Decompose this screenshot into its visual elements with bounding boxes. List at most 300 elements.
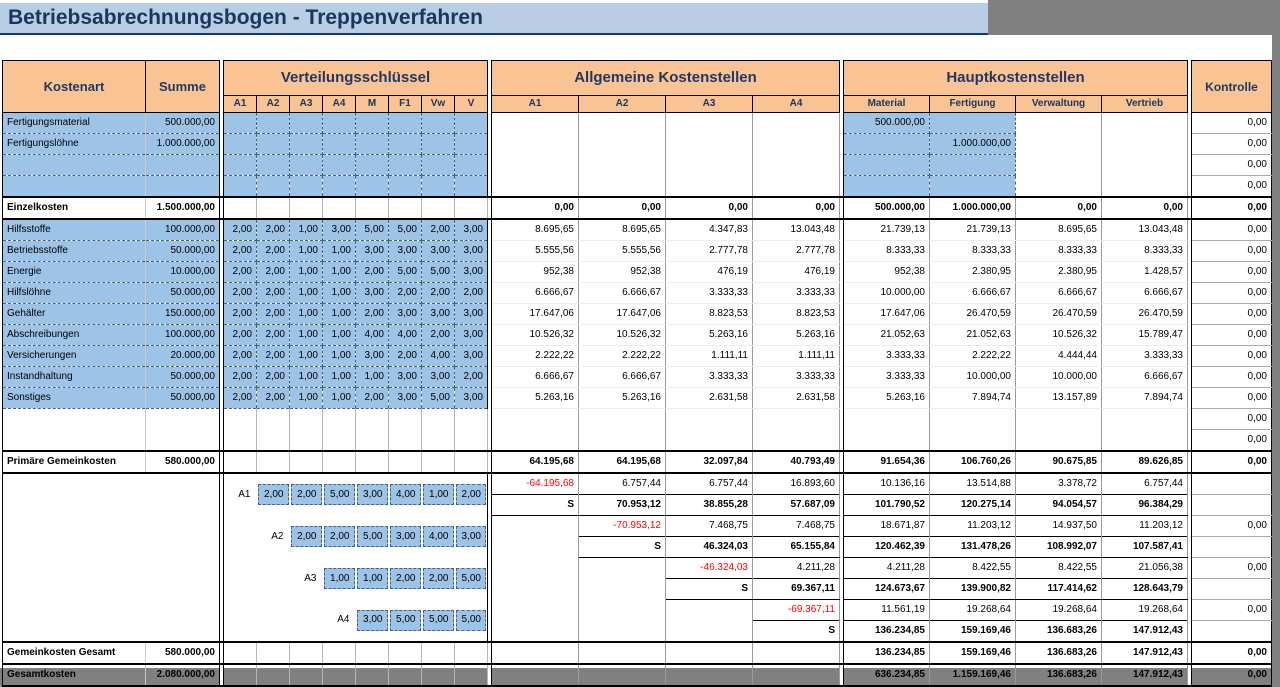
key-cell[interactable]: 5,00 (356, 219, 389, 241)
haupt-value-cell[interactable]: 107.587,41 (1102, 537, 1188, 558)
allg-value-cell[interactable]: S (579, 537, 666, 558)
kontrolle-cell[interactable]: 0,00 (1192, 451, 1272, 473)
allg-value-cell[interactable] (492, 664, 579, 686)
haupt-value-cell[interactable]: 8.422,55 (1016, 558, 1102, 579)
kontrolle-cell[interactable]: 0,00 (1192, 388, 1272, 409)
key-cell[interactable] (290, 451, 323, 473)
allg-value-cell[interactable] (753, 664, 840, 686)
allg-value-cell[interactable] (492, 409, 579, 430)
allg-value-cell[interactable]: 952,38 (492, 262, 579, 283)
allg-value-cell[interactable]: 17.647,06 (492, 304, 579, 325)
key-cell[interactable] (290, 600, 323, 643)
kontrolle-cell[interactable]: 0,00 (1192, 262, 1272, 283)
row-label-cell[interactable] (3, 409, 146, 430)
kontrolle-cell[interactable] (1192, 537, 1272, 558)
key-cell[interactable] (356, 451, 389, 473)
key-cell[interactable]: 1,00 (290, 388, 323, 409)
key-cell[interactable] (323, 197, 356, 219)
allg-value-cell[interactable] (579, 430, 666, 452)
summe-cell[interactable]: 100.000,00 (146, 219, 220, 241)
allg-value-cell[interactable] (753, 409, 840, 430)
haupt-value-cell[interactable]: 108.992,07 (1016, 537, 1102, 558)
allg-value-cell[interactable] (579, 176, 666, 198)
allg-value-cell[interactable]: 0,00 (666, 197, 753, 219)
haupt-value-cell[interactable]: 7.894,74 (930, 388, 1016, 409)
allg-value-cell[interactable] (666, 664, 753, 686)
haupt-value-cell[interactable]: 10.000,00 (844, 283, 930, 304)
kontrolle-cell[interactable]: 0,00 (1192, 600, 1272, 621)
allg-value-cell[interactable] (753, 176, 840, 198)
key-cell[interactable]: 3,00 (389, 241, 422, 262)
allg-value-cell[interactable] (492, 600, 579, 621)
key-cell[interactable]: 4,00 (356, 325, 389, 346)
key-cell[interactable]: 1,00 (323, 367, 356, 388)
key-cell[interactable] (323, 113, 356, 134)
key-cell[interactable] (455, 473, 488, 516)
allg-value-cell[interactable] (666, 155, 753, 176)
haupt-value-cell[interactable]: 10.000,00 (1016, 367, 1102, 388)
row-label-cell[interactable] (3, 558, 146, 579)
allg-value-cell[interactable]: 4.211,28 (753, 558, 840, 579)
summe-cell[interactable]: 580.000,00 (146, 451, 220, 473)
row-label-cell[interactable]: Einzelkosten (3, 197, 146, 219)
allg-value-cell[interactable] (579, 664, 666, 686)
allg-value-cell[interactable]: 6.757,44 (579, 473, 666, 495)
allg-value-cell[interactable]: 2.777,78 (753, 241, 840, 262)
haupt-value-cell[interactable]: 18.671,87 (844, 516, 930, 537)
allg-value-cell[interactable]: S (492, 495, 579, 516)
key-cell[interactable]: 3,00 (389, 304, 422, 325)
haupt-value-cell[interactable]: 13.043,48 (1102, 219, 1188, 241)
key-cell[interactable] (224, 113, 257, 134)
summe-cell[interactable] (146, 537, 220, 558)
haupt-value-cell[interactable]: 139.900,82 (930, 579, 1016, 600)
allg-value-cell[interactable]: 3.333,33 (753, 283, 840, 304)
kontrolle-cell[interactable]: 0,00 (1192, 176, 1272, 198)
allg-value-cell[interactable]: 2.222,22 (579, 346, 666, 367)
key-cell[interactable]: 2,00 (455, 283, 488, 304)
haupt-value-cell[interactable]: 3.333,33 (1102, 346, 1188, 367)
step-label-cell[interactable]: A2 (271, 530, 284, 542)
key-cell[interactable]: 2,00 (257, 325, 290, 346)
haupt-value-cell[interactable] (844, 155, 930, 176)
allg-value-cell[interactable]: 6.666,67 (492, 367, 579, 388)
key-cell[interactable]: 1,00 (290, 262, 323, 283)
haupt-value-cell[interactable]: 21.056,38 (1102, 558, 1188, 579)
haupt-value-cell[interactable]: 11.203,12 (1102, 516, 1188, 537)
key-cell[interactable] (257, 642, 290, 664)
key-cell[interactable] (356, 197, 389, 219)
key-cell[interactable]: 4,00 (422, 346, 455, 367)
allg-value-cell[interactable]: 40.793,49 (753, 451, 840, 473)
allg-value-cell[interactable]: 1.111,11 (666, 346, 753, 367)
haupt-value-cell[interactable] (1016, 176, 1102, 198)
key-cell[interactable] (389, 558, 422, 600)
key-cell[interactable] (224, 155, 257, 176)
key-cell[interactable]: 2,00 (224, 219, 257, 241)
key-cell[interactable] (290, 176, 323, 198)
kontrolle-cell[interactable]: 0,00 (1192, 197, 1272, 219)
allg-value-cell[interactable]: 7.468,75 (666, 516, 753, 537)
haupt-value-cell[interactable]: 8.695,65 (1016, 219, 1102, 241)
haupt-value-cell[interactable] (1102, 134, 1188, 155)
kontrolle-cell[interactable]: 0,00 (1192, 155, 1272, 176)
allg-value-cell[interactable] (492, 430, 579, 452)
haupt-value-cell[interactable]: 101.790,52 (844, 495, 930, 516)
allg-value-cell[interactable]: -46.324,03 (666, 558, 753, 579)
key-cell[interactable] (389, 134, 422, 155)
key-cell[interactable] (323, 664, 356, 686)
key-cell[interactable] (224, 664, 257, 686)
allg-value-cell[interactable]: 64.195,68 (492, 451, 579, 473)
key-cell[interactable] (257, 113, 290, 134)
summe-cell[interactable] (146, 516, 220, 537)
key-cell[interactable] (422, 642, 455, 664)
allg-value-cell[interactable]: 8.823,53 (753, 304, 840, 325)
key-cell[interactable] (356, 430, 389, 452)
haupt-value-cell[interactable]: 11.561,19 (844, 600, 930, 621)
haupt-value-cell[interactable]: 159.169,46 (930, 621, 1016, 643)
kontrolle-cell[interactable] (1192, 495, 1272, 516)
haupt-value-cell[interactable] (1102, 430, 1188, 452)
key-cell[interactable]: 2,00 (257, 304, 290, 325)
key-cell[interactable] (422, 664, 455, 686)
haupt-value-cell[interactable]: 1.159.169,46 (930, 664, 1016, 686)
allg-value-cell[interactable] (666, 600, 753, 621)
haupt-value-cell[interactable]: 6.666,67 (1102, 367, 1188, 388)
key-cell[interactable] (290, 197, 323, 219)
haupt-value-cell[interactable] (930, 430, 1016, 452)
allg-value-cell[interactable] (753, 642, 840, 664)
allg-value-cell[interactable] (492, 134, 579, 155)
key-cell[interactable]: 2,00 (257, 283, 290, 304)
allg-value-cell[interactable] (492, 579, 579, 600)
summe-cell[interactable] (146, 558, 220, 579)
haupt-value-cell[interactable]: 147.912,43 (1102, 642, 1188, 664)
haupt-value-cell[interactable]: 117.414,62 (1016, 579, 1102, 600)
key-cell[interactable] (389, 176, 422, 198)
allg-value-cell[interactable]: 17.647,06 (579, 304, 666, 325)
haupt-value-cell[interactable]: 6.757,44 (1102, 473, 1188, 495)
allg-value-cell[interactable] (666, 409, 753, 430)
key-cell[interactable] (422, 473, 455, 516)
key-cell[interactable] (224, 197, 257, 219)
key-cell[interactable] (422, 176, 455, 198)
key-cell[interactable] (290, 473, 323, 516)
key-cell[interactable] (422, 516, 455, 558)
key-cell[interactable]: 4,00 (389, 325, 422, 346)
allg-value-cell[interactable]: 6.666,67 (579, 367, 666, 388)
key-cell[interactable] (356, 600, 389, 643)
allg-value-cell[interactable]: 6.666,67 (492, 283, 579, 304)
allg-value-cell[interactable]: 5.263,16 (579, 388, 666, 409)
kontrolle-cell[interactable]: 0,00 (1192, 283, 1272, 304)
haupt-value-cell[interactable]: 4.444,44 (1016, 346, 1102, 367)
summe-cell[interactable]: 500.000,00 (146, 113, 220, 134)
row-label-cell[interactable]: Hilfslöhne (3, 283, 146, 304)
key-cell[interactable] (389, 409, 422, 430)
allg-value-cell[interactable]: 5.555,56 (579, 241, 666, 262)
allg-value-cell[interactable]: 5.263,16 (666, 325, 753, 346)
key-cell[interactable]: 3,00 (422, 241, 455, 262)
key-cell[interactable]: 1,00 (323, 283, 356, 304)
allg-value-cell[interactable] (666, 113, 753, 134)
key-cell[interactable]: 1,00 (323, 241, 356, 262)
summe-cell[interactable]: 20.000,00 (146, 346, 220, 367)
haupt-value-cell[interactable] (1016, 134, 1102, 155)
key-cell[interactable]: 2,00 (257, 262, 290, 283)
key-cell[interactable] (455, 664, 488, 686)
allg-value-cell[interactable]: 7.468,75 (753, 516, 840, 537)
key-cell[interactable] (224, 642, 257, 664)
key-cell[interactable]: 2,00 (257, 219, 290, 241)
allg-value-cell[interactable]: 476,19 (666, 262, 753, 283)
kontrolle-cell[interactable]: 0,00 (1192, 219, 1272, 241)
kontrolle-cell[interactable]: 0,00 (1192, 558, 1272, 579)
haupt-value-cell[interactable]: 128.643,79 (1102, 579, 1188, 600)
allg-value-cell[interactable]: 8.823,53 (666, 304, 753, 325)
allg-value-cell[interactable]: 6.666,67 (579, 283, 666, 304)
kontrolle-cell[interactable] (1192, 579, 1272, 600)
allg-value-cell[interactable]: 57.687,09 (753, 495, 840, 516)
key-cell[interactable] (422, 155, 455, 176)
key-cell[interactable]: 5,00 (389, 219, 422, 241)
allg-value-cell[interactable]: 2.777,78 (666, 241, 753, 262)
haupt-value-cell[interactable]: 1.428,57 (1102, 262, 1188, 283)
haupt-value-cell[interactable]: 7.894,74 (1102, 388, 1188, 409)
key-cell[interactable] (389, 642, 422, 664)
kontrolle-cell[interactable]: 0,00 (1192, 346, 1272, 367)
haupt-value-cell[interactable]: 15.789,47 (1102, 325, 1188, 346)
allg-value-cell[interactable] (666, 134, 753, 155)
allg-value-cell[interactable] (666, 430, 753, 452)
haupt-value-cell[interactable]: 19.268,64 (930, 600, 1016, 621)
key-cell[interactable]: 3,00 (422, 304, 455, 325)
allg-value-cell[interactable]: 0,00 (579, 197, 666, 219)
key-cell[interactable]: 3,00 (356, 241, 389, 262)
haupt-value-cell[interactable]: 89.626,85 (1102, 451, 1188, 473)
haupt-value-cell[interactable] (1102, 176, 1188, 198)
haupt-value-cell[interactable]: 136.234,85 (844, 621, 930, 643)
haupt-value-cell[interactable]: 2.380,95 (930, 262, 1016, 283)
key-cell[interactable] (257, 664, 290, 686)
haupt-value-cell[interactable]: 0,00 (1102, 197, 1188, 219)
allg-value-cell[interactable]: 3.333,33 (666, 367, 753, 388)
allg-value-cell[interactable] (492, 642, 579, 664)
key-cell[interactable] (356, 642, 389, 664)
key-cell[interactable] (455, 134, 488, 155)
allg-value-cell[interactable] (579, 134, 666, 155)
key-cell[interactable] (455, 155, 488, 176)
summe-cell[interactable] (146, 600, 220, 621)
key-cell[interactable] (455, 176, 488, 198)
row-label-cell[interactable] (3, 430, 146, 452)
haupt-value-cell[interactable]: 21.739,13 (844, 219, 930, 241)
haupt-value-cell[interactable]: 136.234,85 (844, 642, 930, 664)
key-cell[interactable] (224, 176, 257, 198)
row-label-cell[interactable] (3, 495, 146, 516)
haupt-value-cell[interactable] (1016, 409, 1102, 430)
row-label-cell[interactable]: Hilfsstoffe (3, 219, 146, 241)
haupt-value-cell[interactable]: 147.912,43 (1102, 621, 1188, 643)
key-cell[interactable]: 2,00 (224, 346, 257, 367)
key-cell[interactable] (323, 176, 356, 198)
key-cell[interactable]: 3,00 (455, 262, 488, 283)
haupt-value-cell[interactable] (1016, 155, 1102, 176)
haupt-value-cell[interactable]: 6.666,67 (930, 283, 1016, 304)
haupt-value-cell[interactable]: 147.912,43 (1102, 664, 1188, 686)
allg-value-cell[interactable] (666, 642, 753, 664)
haupt-value-cell[interactable] (930, 113, 1016, 134)
allg-value-cell[interactable]: 70.953,12 (579, 495, 666, 516)
key-cell[interactable] (455, 409, 488, 430)
key-cell[interactable] (356, 558, 389, 600)
key-cell[interactable]: 2,00 (224, 325, 257, 346)
key-cell[interactable]: 2,00 (224, 241, 257, 262)
summe-cell[interactable] (146, 176, 220, 198)
summe-cell[interactable] (146, 430, 220, 452)
key-cell[interactable] (257, 600, 290, 643)
haupt-value-cell[interactable]: 26.470,59 (930, 304, 1016, 325)
allg-value-cell[interactable]: 5.263,16 (753, 325, 840, 346)
key-cell[interactable] (389, 600, 422, 643)
key-cell[interactable] (290, 155, 323, 176)
key-cell[interactable] (224, 516, 257, 558)
haupt-value-cell[interactable]: 8.333,33 (930, 241, 1016, 262)
key-cell[interactable] (323, 409, 356, 430)
key-cell[interactable] (455, 600, 488, 643)
key-cell[interactable] (356, 516, 389, 558)
allg-value-cell[interactable]: -64.195,68 (492, 473, 579, 495)
summe-cell[interactable]: 150.000,00 (146, 304, 220, 325)
kontrolle-cell[interactable] (1192, 621, 1272, 643)
haupt-value-cell[interactable]: 952,38 (844, 262, 930, 283)
key-cell[interactable]: 2,00 (422, 283, 455, 304)
row-label-cell[interactable] (3, 155, 146, 176)
haupt-value-cell[interactable]: 19.268,64 (1102, 600, 1188, 621)
step-label-cell[interactable]: A1 (238, 488, 251, 500)
key-cell[interactable]: 3,00 (389, 367, 422, 388)
haupt-value-cell[interactable]: 136.683,26 (1016, 664, 1102, 686)
row-label-cell[interactable]: Instandhaltung (3, 367, 146, 388)
key-cell[interactable]: 2,00 (224, 304, 257, 325)
key-cell[interactable] (422, 197, 455, 219)
allg-value-cell[interactable] (666, 176, 753, 198)
key-cell[interactable] (290, 516, 323, 558)
key-cell[interactable] (224, 134, 257, 155)
haupt-value-cell[interactable]: 8.333,33 (844, 241, 930, 262)
row-label-cell[interactable]: Primäre Gemeinkosten (3, 451, 146, 473)
key-cell[interactable] (356, 113, 389, 134)
allg-value-cell[interactable] (579, 409, 666, 430)
haupt-value-cell[interactable]: 26.470,59 (1016, 304, 1102, 325)
key-cell[interactable] (356, 134, 389, 155)
key-cell[interactable] (224, 451, 257, 473)
haupt-value-cell[interactable] (930, 155, 1016, 176)
kontrolle-cell[interactable]: 0,00 (1192, 664, 1272, 686)
row-label-cell[interactable]: Energie (3, 262, 146, 283)
key-cell[interactable]: 3,00 (455, 219, 488, 241)
haupt-value-cell[interactable]: 500.000,00 (844, 113, 930, 134)
key-cell[interactable] (257, 409, 290, 430)
kontrolle-cell[interactable]: 0,00 (1192, 409, 1272, 430)
kontrolle-cell[interactable]: 0,00 (1192, 516, 1272, 537)
allg-value-cell[interactable] (492, 113, 579, 134)
haupt-value-cell[interactable]: 131.478,26 (930, 537, 1016, 558)
allg-value-cell[interactable]: 32.097,84 (666, 451, 753, 473)
haupt-value-cell[interactable]: 21.739,13 (930, 219, 1016, 241)
haupt-value-cell[interactable]: 1.000.000,00 (930, 134, 1016, 155)
key-cell[interactable]: 1,00 (323, 262, 356, 283)
key-cell[interactable]: 3,00 (323, 219, 356, 241)
key-cell[interactable] (422, 451, 455, 473)
key-cell[interactable] (389, 664, 422, 686)
summe-cell[interactable]: 580.000,00 (146, 642, 220, 664)
allg-value-cell[interactable] (579, 642, 666, 664)
haupt-value-cell[interactable] (930, 176, 1016, 198)
summe-cell[interactable]: 100.000,00 (146, 325, 220, 346)
haupt-value-cell[interactable]: 91.654,36 (844, 451, 930, 473)
row-label-cell[interactable]: Fertigungsmaterial (3, 113, 146, 134)
allg-value-cell[interactable]: 952,38 (579, 262, 666, 283)
allg-value-cell[interactable]: 38.855,28 (666, 495, 753, 516)
haupt-value-cell[interactable]: 90.675,85 (1016, 451, 1102, 473)
key-cell[interactable] (323, 473, 356, 516)
key-cell[interactable] (323, 642, 356, 664)
summe-cell[interactable] (146, 473, 220, 495)
haupt-value-cell[interactable]: 11.203,12 (930, 516, 1016, 537)
row-label-cell[interactable]: Gehälter (3, 304, 146, 325)
haupt-value-cell[interactable]: 10.136,16 (844, 473, 930, 495)
summe-cell[interactable] (146, 579, 220, 600)
key-cell[interactable]: 3,00 (455, 346, 488, 367)
haupt-value-cell[interactable]: 2.222,22 (930, 346, 1016, 367)
haupt-value-cell[interactable]: 10.000,00 (930, 367, 1016, 388)
allg-value-cell[interactable]: 476,19 (753, 262, 840, 283)
haupt-value-cell[interactable]: 120.275,14 (930, 495, 1016, 516)
haupt-value-cell[interactable]: 6.666,67 (1016, 283, 1102, 304)
haupt-value-cell[interactable]: 106.760,26 (930, 451, 1016, 473)
key-cell[interactable] (422, 600, 455, 643)
key-cell[interactable] (323, 558, 356, 600)
key-cell[interactable] (356, 176, 389, 198)
key-cell[interactable]: 1,00 (290, 219, 323, 241)
haupt-value-cell[interactable]: 19.268,64 (1016, 600, 1102, 621)
allg-value-cell[interactable] (666, 621, 753, 643)
key-cell[interactable]: 2,00 (455, 367, 488, 388)
haupt-value-cell[interactable]: 13.157,89 (1016, 388, 1102, 409)
summe-cell[interactable] (146, 495, 220, 516)
allg-value-cell[interactable]: 6.757,44 (666, 473, 753, 495)
haupt-value-cell[interactable]: 3.333,33 (844, 346, 930, 367)
summe-cell[interactable]: 50.000,00 (146, 241, 220, 262)
key-cell[interactable] (455, 197, 488, 219)
summe-cell[interactable]: 50.000,00 (146, 283, 220, 304)
row-label-cell[interactable]: Sonstiges (3, 388, 146, 409)
key-cell[interactable] (290, 409, 323, 430)
allg-value-cell[interactable]: 2.222,22 (492, 346, 579, 367)
key-cell[interactable] (257, 176, 290, 198)
allg-value-cell[interactable] (492, 176, 579, 198)
row-label-cell[interactable]: Betriebsstoffe (3, 241, 146, 262)
key-cell[interactable] (257, 473, 290, 516)
key-cell[interactable]: 1,00 (323, 304, 356, 325)
haupt-value-cell[interactable]: 14.937,50 (1016, 516, 1102, 537)
kontrolle-cell[interactable]: 0,00 (1192, 241, 1272, 262)
key-cell[interactable] (257, 155, 290, 176)
key-cell[interactable]: 2,00 (224, 283, 257, 304)
haupt-value-cell[interactable]: 1.000.000,00 (930, 197, 1016, 219)
